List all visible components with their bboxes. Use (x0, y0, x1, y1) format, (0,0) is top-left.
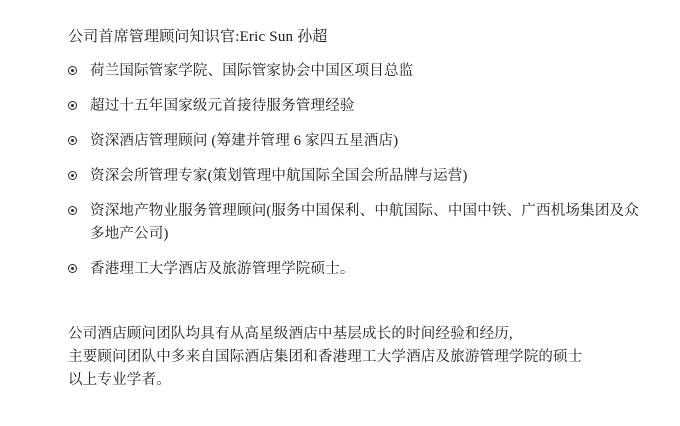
list-item (68, 95, 640, 118)
list-item-text: 资深会所管理专家(策划管理中航国际全国会所品牌与运营) (90, 168, 468, 184)
list-item (68, 258, 640, 281)
bullet-circle-icon (68, 101, 77, 110)
list-item (68, 200, 640, 246)
page-title: 公司首席管理顾问知识官:Eric Sun 孙超 (68, 29, 328, 45)
list-item-text: 香港理工大学酒店及旅游管理学院硕士。 (90, 261, 355, 277)
closing-line: 以上专业学者。 (68, 372, 171, 388)
closing-line: 公司酒店顾问团队均具有从高星级酒店中基层成长的时间经验和经历, (68, 326, 513, 342)
list-item (68, 165, 640, 188)
bullet-circle-icon (68, 66, 77, 75)
list-item-text: 资深地产物业服务管理顾问(服务中国保利、中航国际、中国中铁、广西机场集团及众多地产公司) (90, 203, 639, 242)
section-divider-space (68, 293, 640, 323)
closing-paragraph (68, 323, 640, 392)
list-item (68, 130, 640, 153)
list-item-text: 超过十五年国家级元首接待服务管理经验 (90, 98, 355, 114)
list-item-text: 荷兰国际管家学院、国际管家协会中国区项目总监 (90, 63, 414, 79)
list-item-text: 资深酒店管理顾问 (筹建并管理 6 家四五星酒店) (90, 133, 399, 149)
list-item (68, 60, 640, 83)
closing-line: 主要顾问团队中多来自国际酒店集团和香港理工大学酒店及旅游管理学院的硕士 (68, 349, 583, 365)
bullet-circle-icon (68, 171, 77, 180)
bullet-circle-icon (68, 136, 77, 145)
bullet-circle-icon (68, 264, 77, 273)
credentials-list (68, 60, 640, 281)
bullet-circle-icon (68, 206, 77, 215)
